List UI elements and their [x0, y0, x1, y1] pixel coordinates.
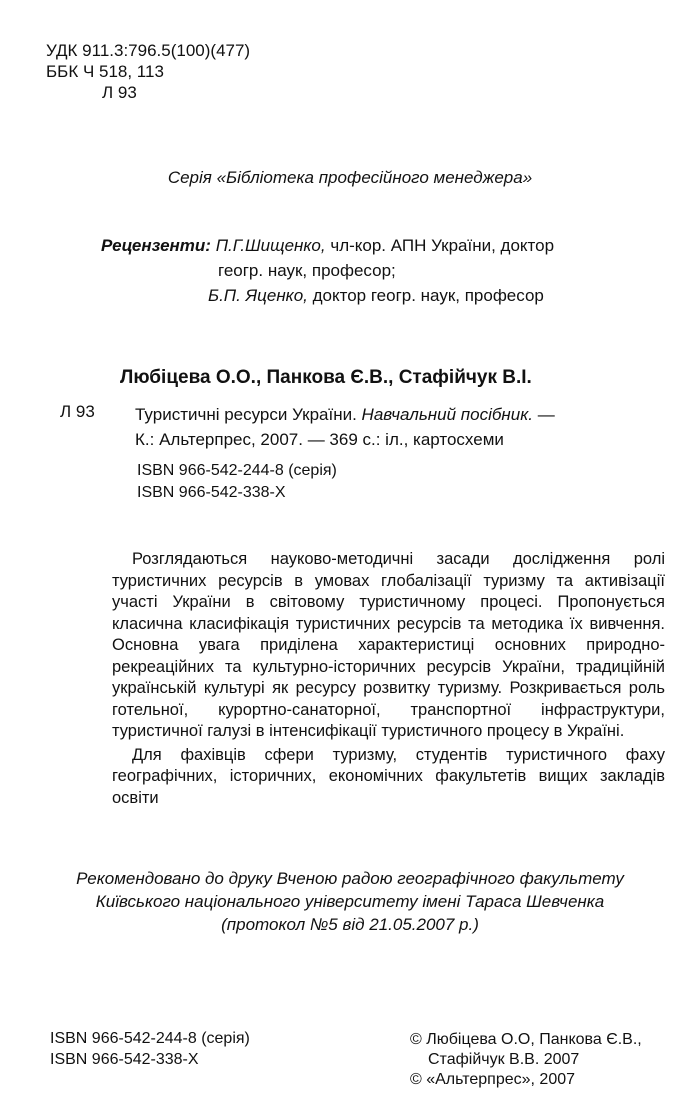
footer-isbn	[50, 1028, 250, 1070]
book-title: Туристичні ресурси України.	[135, 405, 357, 424]
recommendation	[0, 867, 700, 936]
book-type: Навчальний посібник.	[356, 405, 533, 424]
recommendation-line-2: Київського національного університету імені Тараса Шевченка	[95, 892, 605, 911]
reviewer-1-desc-cont: геогр. наук, професор;	[218, 261, 396, 280]
footer-copyright	[410, 1030, 642, 1090]
isbn-series: ISBN 966-542-244-8 (серія)	[137, 462, 337, 479]
copyright-publisher: © «Альтерпрес», 2007	[410, 1071, 576, 1088]
reviewer-2-desc: доктор геогр. наук, професор	[307, 286, 544, 305]
series-title: Серія «Бібліотека професійного менеджера»	[167, 168, 533, 187]
imprint-line: К.: Альтерпрес, 2007. — 369 с.: іл., картосхеми	[135, 430, 504, 449]
annotation	[112, 549, 665, 809]
authors: Любіцева О.О., Панкова Є.В., Стафійчук В.І.	[120, 367, 532, 388]
reviewer-1-name: П.Г.Шищенко,	[215, 236, 326, 255]
recommendation-line-1: Рекомендовано до друку Вченою радою географічного факультету	[76, 869, 624, 888]
isbn-block	[137, 460, 337, 504]
footer-isbn-series: ISBN 966-542-244-8 (серія)	[50, 1030, 250, 1047]
footer-isbn-book: ISBN 966-542-338-X	[50, 1051, 199, 1068]
bibliographic-entry	[135, 402, 675, 452]
reviewers-block	[101, 233, 554, 308]
copyright-authors-cont: Стафійчук В.В. 2007	[428, 1051, 580, 1068]
annotation-paragraph-1: Розглядаються науково-методичні засади дослідження ролі туристичних ресурсів в умовах глобалізації туризму та активізації участі України в світовому туристичному процесі. Пропонується класична класифікація туристичних ресурсів та методика їх вивчення. Основна увага приділена характеристиці основних природно-рекреаційних та культурно-історичних ресурсів України, традиційній українській культурі як ресурсу розвитку туризму. Розкривається роль готельної, курортно-санаторної, транспортної інфраструктури, туристичної галузі в інтенсифікації туристичного процесу в Україні.	[112, 550, 665, 740]
author-mark: Л 93	[102, 83, 137, 102]
recommendation-line-3: (протокол №5 від 21.05.2007 р.)	[221, 915, 479, 934]
reviewer-1-desc: чл-кор. АПН України, доктор	[325, 236, 555, 255]
title-dash: —	[533, 405, 555, 424]
annotation-paragraph-2: Для фахівців сфери туризму, студентів туристичного фаху географічних, історичних, економічних факультетів вищих закладів освіти	[112, 745, 665, 807]
biblio-author-mark: Л 93	[60, 402, 95, 421]
classification-codes	[46, 40, 250, 103]
bbk-code: ББК Ч 518, 113	[46, 62, 164, 81]
reviewers-label: Рецензенти:	[101, 236, 211, 255]
isbn-book: ISBN 966-542-338-X	[137, 484, 286, 501]
udk-code: УДК 911.3:796.5(100)(477)	[46, 41, 251, 60]
copyright-authors: © Любіцева О.О, Панкова Є.В.,	[410, 1031, 642, 1048]
reviewer-2-name: Б.П. Яценко,	[208, 286, 308, 305]
